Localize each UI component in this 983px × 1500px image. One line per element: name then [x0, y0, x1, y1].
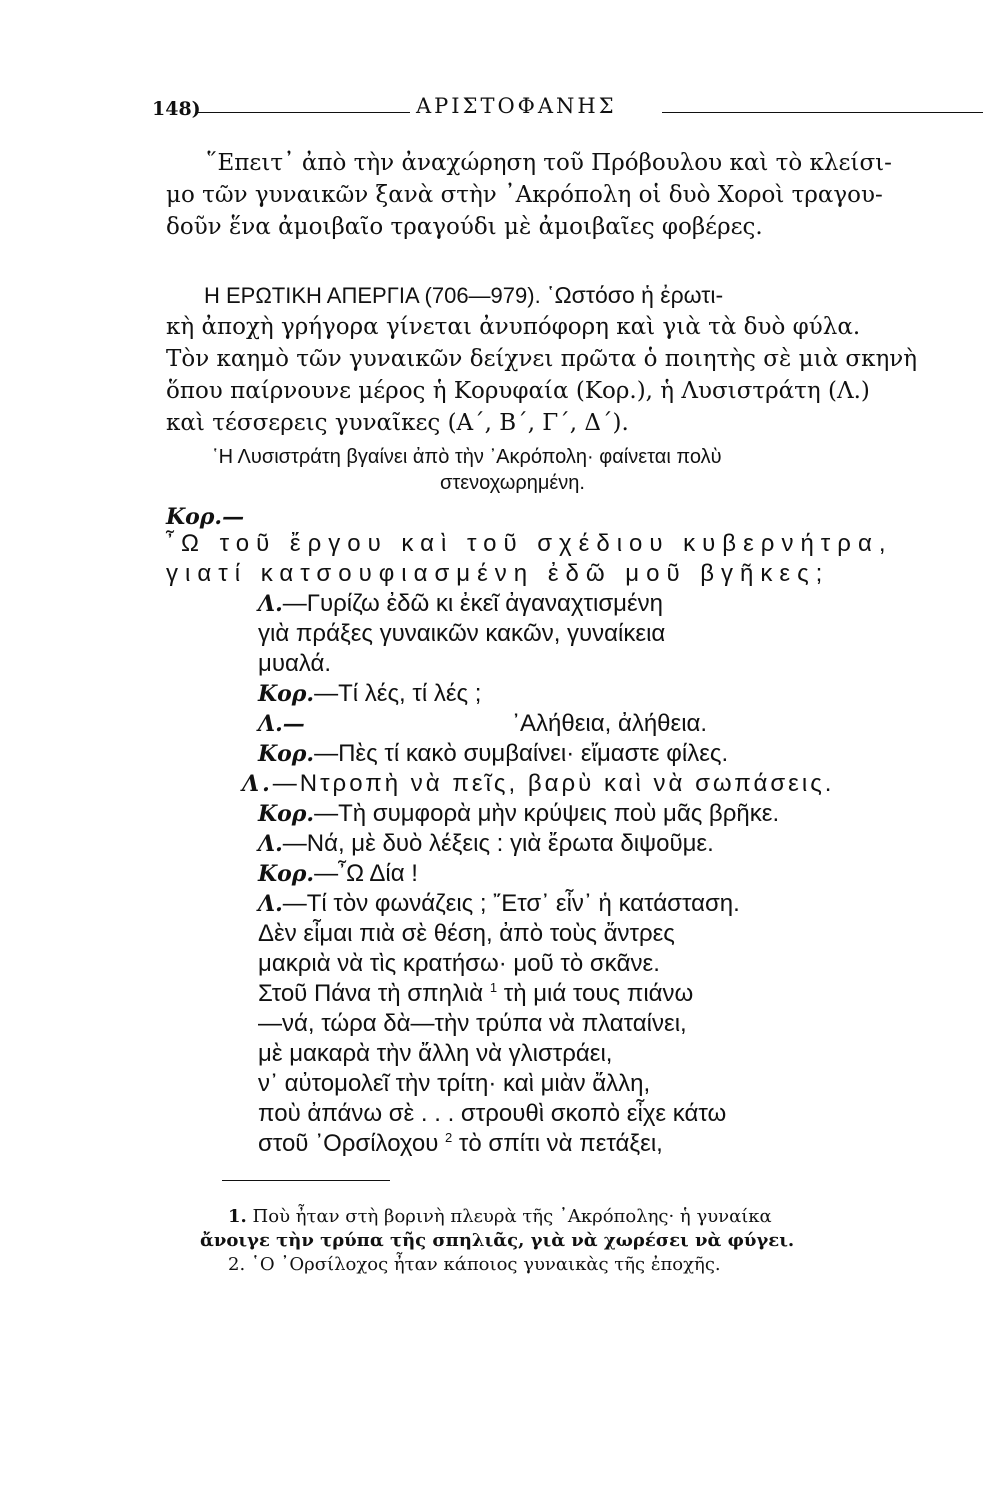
verse-text: τὸ σπίτι νὰ πετάξει,: [458, 1130, 663, 1157]
verse-text: —Νά, μὲ δυὸ λέξεις : γιὰ ἔρωτα διψοῦμε.: [282, 830, 714, 857]
footnote-rule: [222, 1180, 390, 1181]
section-heading: Η ΕΡΩΤΙΚΗ ΑΠΕΡΓΙΑ (706—979).: [204, 283, 541, 308]
section-line: Τὸν καημὸ τῶν γυναικῶν δείχνει πρῶτα ὁ ποιητὴς σὲ μιὰ σκηνὴ: [166, 346, 918, 372]
dialogue-line: [258, 740, 728, 768]
intro-line: δοῦν ἕνα ἀμοιβαῖο τραγούδι μὲ ἀμοιβαῖες φοβέρες.: [166, 214, 763, 240]
verse-text: ᾽Αλήθεια, ἀλήθεια.: [512, 710, 708, 737]
speaker-koryfaia: Κορ.: [258, 681, 315, 707]
speaker-koryfaia: Κορ.: [258, 801, 315, 827]
verse-line: μυαλά.: [258, 650, 332, 677]
footnote-text: Ποὺ ἦταν στὴ βορινὴ πλευρὰ τῆς ᾽Ακρόπολης· ἡ γυναίκα: [252, 1206, 772, 1227]
footnote-1-cont: ἄνοιγε τὴν τρύπα τῆς σπηλιᾶς, γιὰ νὰ χωρέσει νὰ φύγει.: [200, 1230, 795, 1251]
verse-line: μακριὰ νὰ τὶς κρατήσω· μοῦ τὸ σκᾶνε.: [258, 950, 660, 977]
speaker-lysistrata: Λ.: [242, 771, 273, 797]
speaker-koryfaia: Κορ.: [258, 741, 315, 767]
running-title: ΑΡΙΣΤΟΦΑΝΗΣ: [416, 94, 617, 118]
footnote-ref-1: 1: [489, 980, 498, 995]
intro-line: ῞Επειτ᾽ ἀπὸ τὴν ἀναχώρηση τοῦ Πρόβουλου καὶ τὸ κλείσι-: [206, 150, 892, 176]
verse-line: —νά, τώρα δὰ—τὴν τρύπα νὰ πλαταίνει,: [258, 1010, 687, 1037]
running-header: [152, 92, 932, 124]
footnote-1: [228, 1206, 772, 1227]
footnote-2: [228, 1254, 721, 1275]
verse-line: γιὰ πράξες γυναικῶν κακῶν, γυναίκεια: [258, 620, 666, 647]
speaker-lysistrata: Λ.: [258, 831, 283, 857]
verse-line: [258, 1130, 663, 1158]
dialogue-line: [258, 890, 740, 918]
verse-text: —Πὲς τί κακὸ συμβαίνει· εἴμαστε φίλες.: [314, 740, 729, 767]
footnote-ref-2: 2: [445, 1130, 453, 1145]
verse-line: ν᾽ αὐτομολεῖ τὴν τρίτη· καὶ μιὰν ἄλλη,: [258, 1070, 651, 1097]
speaker-lysistrata: Λ.: [258, 891, 283, 917]
section-line: καὶ τέσσερεις γυναῖκες (Α΄, Β΄, Γ΄, Δ΄).: [166, 410, 629, 436]
verse-text: —Τί λές, τί λές ;: [314, 680, 482, 707]
verse-line: ποὺ ἀπάνω σὲ . . . στρουθὶ σκοπὸ εἶχε κάτω: [258, 1100, 727, 1127]
section-text: ῾Ωστόσο ἡ ἐρωτι-: [546, 282, 724, 308]
verse-line: μὲ μακαρὰ τὴν ἄλλη νὰ γλιστράει,: [258, 1040, 613, 1067]
dialogue-line: [258, 830, 714, 858]
section-line: κὴ ἀποχὴ γρήγορα γίνεται ἀνυπόφορη καὶ γιὰ τὰ δυὸ φύλα.: [166, 314, 861, 340]
verse-text: Στοῦ Πάνα τὴ σπηλιὰ: [258, 980, 484, 1007]
section-line: ὅπου παίρνουνε μέρος ἡ Κορυφαία (Κορ.), ἡ Λυσιστράτη (Λ.): [166, 378, 870, 404]
speaker-koryfaia: Κορ.—: [166, 504, 245, 530]
speaker-lysistrata: Λ.: [258, 591, 283, 617]
speaker-lysistrata: Λ.—: [258, 711, 305, 737]
footnote-number: 2.: [228, 1254, 246, 1275]
verse-text: στοῦ ᾽Ορσίλοχου: [258, 1130, 439, 1157]
stage-direction: στενοχωρημένη.: [440, 472, 585, 494]
verse-text: —῏Ω Δία !: [314, 860, 418, 887]
page-number: 148): [152, 98, 201, 120]
verse-text: —Ντροπὴ νὰ πεῖς, βαρὺ καὶ νὰ σωπάσεις.: [272, 770, 835, 797]
dialogue-line: [242, 770, 834, 798]
verse-line: γιατί κατσουφιασμένη ἐδῶ μοῦ βγῆκες;: [166, 560, 830, 587]
header-rule-right: [662, 112, 983, 113]
footnote-text: ῾Ο ᾽Ορσίλοχος ἦταν κάποιος γυναικὰς τῆς ἐποχῆς.: [250, 1254, 721, 1275]
dialogue-line: [258, 680, 481, 708]
intro-line: μο τῶν γυναικῶν ξανὰ στὴν ᾽Ακρόπολη οἱ δυὸ Χοροὶ τραγου-: [166, 182, 883, 208]
footnote-number: 1.: [228, 1206, 247, 1227]
verse-line: Δὲν εἶμαι πιὰ σὲ θέση, ἀπὸ τοὺς ἄντρες: [258, 920, 675, 947]
speaker-koryfaia: Κορ.: [258, 861, 315, 887]
verse-text: τὴ μιά τους πιάνω: [503, 980, 694, 1007]
verse-line: ῏Ω τοῦ ἔργου καὶ τοῦ σχέδιου κυβερνήτρα,: [166, 530, 893, 557]
dialogue-line: [258, 800, 779, 828]
verse-text: —Γυρίζω ἐδῶ κι ἐκεῖ ἀγαναχτισμένη: [282, 590, 664, 617]
section-heading-line: [204, 282, 723, 309]
verse-text: —Τί τὸν φωνάζεις ; ῎Ετσ᾽ εἶν᾽ ἡ κατάσταση.: [282, 890, 740, 917]
header-rule-left: [196, 112, 410, 113]
dialogue-line: [258, 590, 663, 618]
dialogue-line: [258, 710, 305, 738]
verse-line: [258, 980, 693, 1008]
stage-direction: ῾Η Λυσιστράτη βγαίνει ἀπὸ τὴν ᾽Ακρόπολη· φαίνεται πολὺ: [212, 446, 722, 468]
dialogue-line: [258, 860, 418, 888]
verse-text: —Τὴ συμφορὰ μὴν κρύψεις ποὺ μᾶς βρῆκε.: [314, 800, 780, 827]
